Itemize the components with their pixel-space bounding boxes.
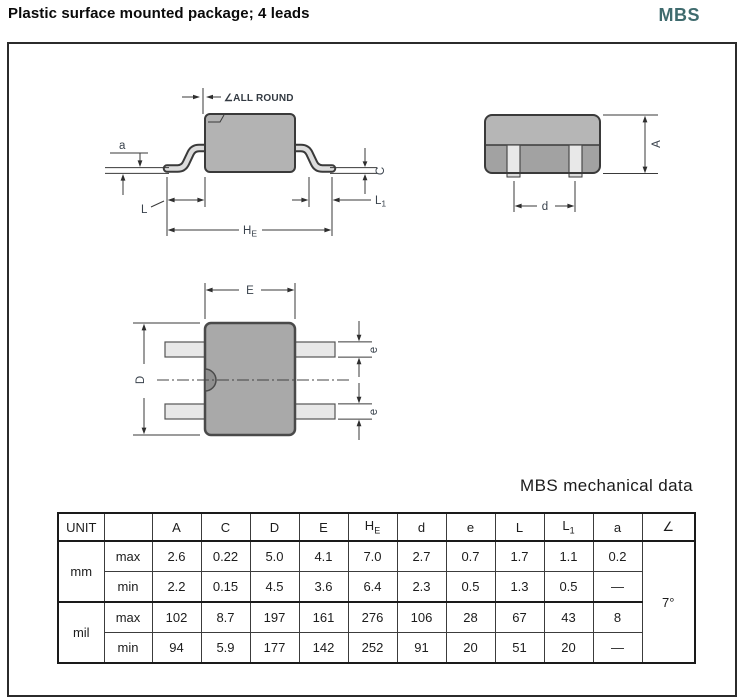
dim-l1-arrow-right (301, 198, 308, 203)
dim-e1-arrow-up (357, 358, 362, 365)
all-round-label: ∠ALL ROUND (224, 93, 294, 104)
table-header-D: D (250, 513, 299, 541)
dim-l-arrow-left (168, 198, 175, 203)
front-lead-right (569, 145, 582, 173)
bound-label: max (104, 541, 152, 572)
table-header-L: L (495, 513, 544, 541)
table-header-unit: UNIT (58, 513, 104, 541)
top-lead-left-1 (165, 342, 206, 357)
dim-a-arrow-up (643, 116, 648, 123)
table-row-mil-max (58, 602, 695, 633)
table-header-angle: ∠ (642, 513, 695, 541)
side-view (105, 88, 387, 239)
table-cell: 177 (250, 633, 299, 664)
table-cell: 142 (299, 633, 348, 664)
table-header-e: e (446, 513, 495, 541)
dim-pitch-top-label: e (368, 346, 380, 354)
table-row-mm-min (58, 572, 695, 603)
table-cell: 2.3 (397, 572, 446, 603)
page-title: Plastic surface mounted package; 4 leads (8, 5, 310, 22)
table-header-d: d (397, 513, 446, 541)
dim-l-leader (151, 201, 164, 207)
dim-he-arrow-right (324, 228, 331, 233)
dim-he-label: $H_E$ (243, 225, 257, 239)
table-cell: 94 (152, 633, 201, 664)
table-cell: 2.2 (152, 572, 201, 603)
dim-a-arrow-down (643, 167, 648, 174)
unit-label: mm (58, 541, 104, 602)
table-cell: 6.4 (348, 572, 397, 603)
table-cell: 2.6 (152, 541, 201, 572)
table-cell: 252 (348, 633, 397, 664)
dim-d-arrow-left (515, 204, 522, 209)
package-outline-drawing (9, 44, 735, 474)
dim-c-arrow-down (363, 161, 368, 167)
table-header-C: C (201, 513, 250, 541)
table-cell: 20 (446, 633, 495, 664)
table-cell: — (593, 633, 642, 664)
table-cell: 51 (495, 633, 544, 664)
table-cell: 2.7 (397, 541, 446, 572)
dim-e-arrow-left (206, 288, 213, 293)
mechanical-data-table (57, 512, 696, 664)
dim-a-arrow-up (121, 174, 126, 181)
top-lead-right-1 (294, 342, 335, 357)
side-body (205, 114, 295, 172)
table-cell: 8 (593, 602, 642, 633)
table-cell: 0.5 (446, 572, 495, 603)
table-cell: 102 (152, 602, 201, 633)
table-cell: 28 (446, 602, 495, 633)
table-cell: 197 (250, 602, 299, 633)
table-cell: 1.3 (495, 572, 544, 603)
dim-e-arrow-right (287, 288, 294, 293)
all-round-arrow-left (193, 95, 200, 100)
all-round-arrow-right (206, 95, 213, 100)
bound-label: min (104, 572, 152, 603)
table-header-A: A (152, 513, 201, 541)
table-cell: 7.0 (348, 541, 397, 572)
top-lead-right-2 (294, 404, 335, 419)
dim-dd-arrow-up (142, 324, 147, 331)
dim-he-arrow-left (168, 228, 175, 233)
dim-l-label: L (141, 204, 148, 216)
table-header-a: a (593, 513, 642, 541)
front-body-top (485, 115, 600, 145)
table-cell: 20 (544, 633, 593, 664)
table-row-mm-max (58, 541, 695, 572)
front-view (485, 115, 663, 213)
front-lead-left (507, 145, 520, 173)
dim-dd-arrow-down (142, 428, 147, 435)
dim-a-height-label: A (651, 140, 663, 148)
dim-l1-arrow-left (333, 198, 340, 203)
dim-a-label: a (119, 140, 126, 152)
bound-label: min (104, 633, 152, 664)
bound-label: max (104, 602, 152, 633)
top-view (133, 283, 380, 440)
table-cell: 5.9 (201, 633, 250, 664)
table-cell: 4.1 (299, 541, 348, 572)
table-title: MBS mechanical data (520, 476, 693, 495)
dim-e-width-label: E (246, 285, 254, 297)
table-cell: 91 (397, 633, 446, 664)
table-cell: 8.7 (201, 602, 250, 633)
table-cell: 0.7 (446, 541, 495, 572)
table-cell: 0.2 (593, 541, 642, 572)
dim-c-arrow-up (363, 174, 368, 180)
table-cell: — (593, 572, 642, 603)
drawing-frame (7, 42, 737, 697)
table-cell: 4.5 (250, 572, 299, 603)
table-cell: 161 (299, 602, 348, 633)
table-cell: 0.5 (544, 572, 593, 603)
dim-pitch-bottom-label: e (368, 408, 380, 416)
table-cell: 5.0 (250, 541, 299, 572)
dim-e2-arrow-up (357, 420, 362, 427)
top-lead-left-2 (165, 404, 206, 419)
table-cell: 67 (495, 602, 544, 633)
dim-e1-arrow-down (357, 335, 362, 342)
table-header-L1: $L_1$ (544, 513, 593, 541)
dim-l-arrow-right (197, 198, 204, 203)
angle-value: 7° (642, 541, 695, 663)
table-cell: 0.22 (201, 541, 250, 572)
dim-l1-label: $L_1$ (375, 195, 387, 209)
dim-a-arrow-down (138, 160, 143, 167)
table-cell: 276 (348, 602, 397, 633)
unit-label: mil (58, 602, 104, 663)
table-row-mil-min (58, 633, 695, 664)
top-body (205, 323, 295, 435)
table-cell: 1.7 (495, 541, 544, 572)
table-header-HE: $H_E$ (348, 513, 397, 541)
table-cell: 1.1 (544, 541, 593, 572)
package-name-badge: MBS (658, 5, 700, 25)
dim-d-label: d (541, 201, 549, 213)
dim-e2-arrow-down (357, 397, 362, 404)
dim-depth-label: D (135, 375, 147, 385)
dim-c-label: C (375, 166, 387, 176)
table-cell: 0.15 (201, 572, 250, 603)
dim-d-arrow-right (567, 204, 574, 209)
table-cell: 43 (544, 602, 593, 633)
table-header-blank (104, 513, 152, 541)
table-cell: 106 (397, 602, 446, 633)
table-cell: 3.6 (299, 572, 348, 603)
table-header-E: E (299, 513, 348, 541)
table-header-row (58, 513, 695, 541)
